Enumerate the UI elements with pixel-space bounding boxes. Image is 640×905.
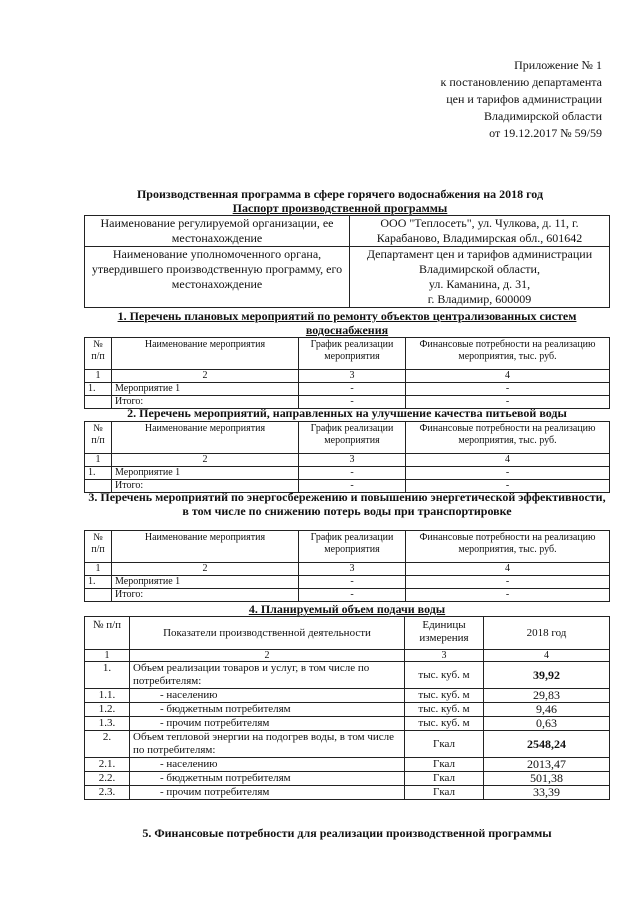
- cell: - населению: [130, 758, 405, 772]
- table-row: [85, 383, 610, 396]
- col-num-header: № п/п: [85, 617, 130, 650]
- cell: -: [299, 383, 406, 396]
- table-row: [85, 370, 610, 383]
- cell: -: [406, 383, 610, 396]
- section-2-table: [84, 421, 610, 493]
- cell: Мероприятие 1: [112, 467, 299, 480]
- cell: 1.2.: [85, 703, 130, 717]
- cell: Гкал: [405, 772, 484, 786]
- col-unit-header: Единицы измерения: [405, 617, 484, 650]
- table-row: [85, 563, 610, 576]
- passport-value-line: ул. Каманина, д. 31,: [428, 277, 531, 291]
- table-header-row: [85, 422, 610, 454]
- table-row: [85, 717, 610, 731]
- cell: 39,92: [484, 662, 610, 689]
- passport-label: Наименование регулируемой организации, ее местонахождение: [85, 216, 350, 247]
- col-finance-header: Финансовые потребности на реализацию мероприятия, тыс. руб.: [406, 531, 610, 563]
- cell: -: [406, 480, 610, 493]
- table-row: [85, 467, 610, 480]
- annex-block: [342, 57, 602, 142]
- cell: 29,83: [484, 689, 610, 703]
- passport-value-line: г. Владимир, 600009: [427, 292, 532, 306]
- col-name-header: Наименование мероприятия: [112, 338, 299, 370]
- annex-line: цен и тарифов администрации: [446, 92, 602, 106]
- table-row: [85, 689, 610, 703]
- cell: Итого:: [112, 480, 299, 493]
- cell: - населению: [130, 689, 405, 703]
- cell: 2: [112, 563, 299, 576]
- passport-title: Паспорт производственной программы: [232, 201, 448, 215]
- section-4-table: [84, 616, 610, 800]
- cell: 4: [484, 650, 610, 662]
- col-name-header: Наименование мероприятия: [112, 422, 299, 454]
- table-row: [85, 703, 610, 717]
- col-indicator-header: Показатели производственной деятельности: [130, 617, 405, 650]
- table-row: [85, 731, 610, 758]
- cell: тыс. куб. м: [405, 703, 484, 717]
- cell: тыс. куб. м: [405, 689, 484, 703]
- cell: 2: [112, 370, 299, 383]
- table-header-row: [85, 617, 610, 650]
- passport-value: [350, 247, 610, 308]
- cell: 1.: [85, 383, 112, 396]
- cell: Гкал: [405, 758, 484, 772]
- cell: 2548,24: [484, 731, 610, 758]
- table-header-row: [85, 338, 610, 370]
- passport-value-line: Владимирской области,: [419, 262, 540, 276]
- cell: 1: [85, 370, 112, 383]
- section-title-text: 1. Перечень плановых мероприятий по ремонту объектов централизованных систем водоснабжения: [117, 309, 577, 337]
- cell: 1.: [85, 467, 112, 480]
- cell: -: [299, 396, 406, 409]
- cell: Мероприятие 1: [112, 576, 299, 589]
- cell: -: [299, 480, 406, 493]
- cell: Гкал: [405, 731, 484, 758]
- cell: 4: [406, 454, 610, 467]
- col-num-header: № п/п: [85, 531, 112, 563]
- section-1-title: [84, 309, 610, 337]
- cell: Гкал: [405, 786, 484, 800]
- cell: Объем тепловой энергии на подогрев воды, в том числе по потребителям:: [130, 731, 405, 758]
- table-row: [85, 650, 610, 662]
- annex-line: к постановлению департамента: [440, 75, 602, 89]
- cell: 1.3.: [85, 717, 130, 731]
- cell: -: [299, 576, 406, 589]
- cell: -: [406, 396, 610, 409]
- table-row: [85, 772, 610, 786]
- table-row: [85, 662, 610, 689]
- table-header-row: [85, 531, 610, 563]
- cell: 501,38: [484, 772, 610, 786]
- cell: тыс. куб. м: [405, 662, 484, 689]
- col-year-header: 2018 год: [484, 617, 610, 650]
- annex-line: Владимирской области: [484, 109, 602, 123]
- section-2-title: 2. Перечень мероприятий, направленных на улучшение качества питьевой воды: [127, 406, 567, 420]
- col-num-header: № п/п: [85, 338, 112, 370]
- section-5-title: 5. Финансовые потребности для реализации производственной программы: [142, 826, 552, 840]
- cell: - прочим потребителям: [130, 717, 405, 731]
- annex-line: Приложение № 1: [514, 58, 602, 72]
- cell: -: [406, 467, 610, 480]
- table-row: [85, 247, 610, 308]
- col-name-header: Наименование мероприятия: [112, 531, 299, 563]
- table-row: [85, 216, 610, 247]
- cell: 2.: [85, 731, 130, 758]
- section-4-title: [84, 602, 610, 616]
- cell: 1.1.: [85, 689, 130, 703]
- passport-table: [84, 215, 610, 308]
- passport-label: Наименование уполномоченного органа, утвердившего производственную программу, его местонахождение: [85, 247, 350, 308]
- col-num-header: № п/п: [85, 422, 112, 454]
- cell: 4: [406, 370, 610, 383]
- cell: 2.2.: [85, 772, 130, 786]
- cell: 9,46: [484, 703, 610, 717]
- cell: 1: [85, 454, 112, 467]
- section-1-table: [84, 337, 610, 409]
- table-row: [85, 589, 610, 602]
- title-line: Производственная программа в сфере горячего водоснабжения на 2018 год: [136, 187, 544, 201]
- section-3-title: 3. Перечень мероприятий по энергосбережению и повышению энергетической эффективности, в том числе по снижению потерь воды при транспортировке: [88, 490, 606, 518]
- table-row: [85, 786, 610, 800]
- cell: 1: [85, 563, 112, 576]
- document-title: [80, 187, 600, 215]
- cell: 3: [405, 650, 484, 662]
- cell: 3: [299, 454, 406, 467]
- cell: - бюджетным потребителям: [130, 772, 405, 786]
- cell: 3: [299, 370, 406, 383]
- cell: [85, 589, 112, 602]
- cell: Итого:: [112, 396, 299, 409]
- section-title-text: 4. Планируемый объем подачи воды: [248, 602, 446, 616]
- col-finance-header: Финансовые потребности на реализацию мероприятия, тыс. руб.: [406, 422, 610, 454]
- passport-value: ООО "Теплосеть", ул. Чулкова, д. 11, г. Карабаново, Владимирская обл., 601642: [350, 216, 610, 247]
- cell: 2.3.: [85, 786, 130, 800]
- col-schedule-header: График реализации мероприятия: [299, 422, 406, 454]
- cell: - бюджетным потребителям: [130, 703, 405, 717]
- section-3-table: [84, 530, 610, 602]
- cell: 0,63: [484, 717, 610, 731]
- cell: 1.: [85, 662, 130, 689]
- col-schedule-header: График реализации мероприятия: [299, 338, 406, 370]
- cell: 1.: [85, 576, 112, 589]
- table-row: [85, 454, 610, 467]
- cell: тыс. куб. м: [405, 717, 484, 731]
- cell: -: [299, 589, 406, 602]
- cell: 1: [85, 650, 130, 662]
- cell: Объем реализации товаров и услуг, в том числе по потребителям:: [130, 662, 405, 689]
- cell: -: [299, 467, 406, 480]
- cell: Мероприятие 1: [112, 383, 299, 396]
- cell: -: [406, 589, 610, 602]
- cell: 2013,47: [484, 758, 610, 772]
- cell: 2: [112, 454, 299, 467]
- table-row: [85, 576, 610, 589]
- col-schedule-header: График реализации мероприятия: [299, 531, 406, 563]
- cell: 2.1.: [85, 758, 130, 772]
- cell: 4: [406, 563, 610, 576]
- table-row: [85, 758, 610, 772]
- cell: Итого:: [112, 589, 299, 602]
- cell: 3: [299, 563, 406, 576]
- cell: - прочим потребителям: [130, 786, 405, 800]
- cell: 33,39: [484, 786, 610, 800]
- annex-line: от 19.12.2017 № 59/59: [489, 126, 602, 140]
- col-finance-header: Финансовые потребности на реализацию мероприятия, тыс. руб.: [406, 338, 610, 370]
- passport-value-line: Департамент цен и тарифов администрации: [366, 247, 593, 261]
- cell: 2: [130, 650, 405, 662]
- cell: -: [406, 576, 610, 589]
